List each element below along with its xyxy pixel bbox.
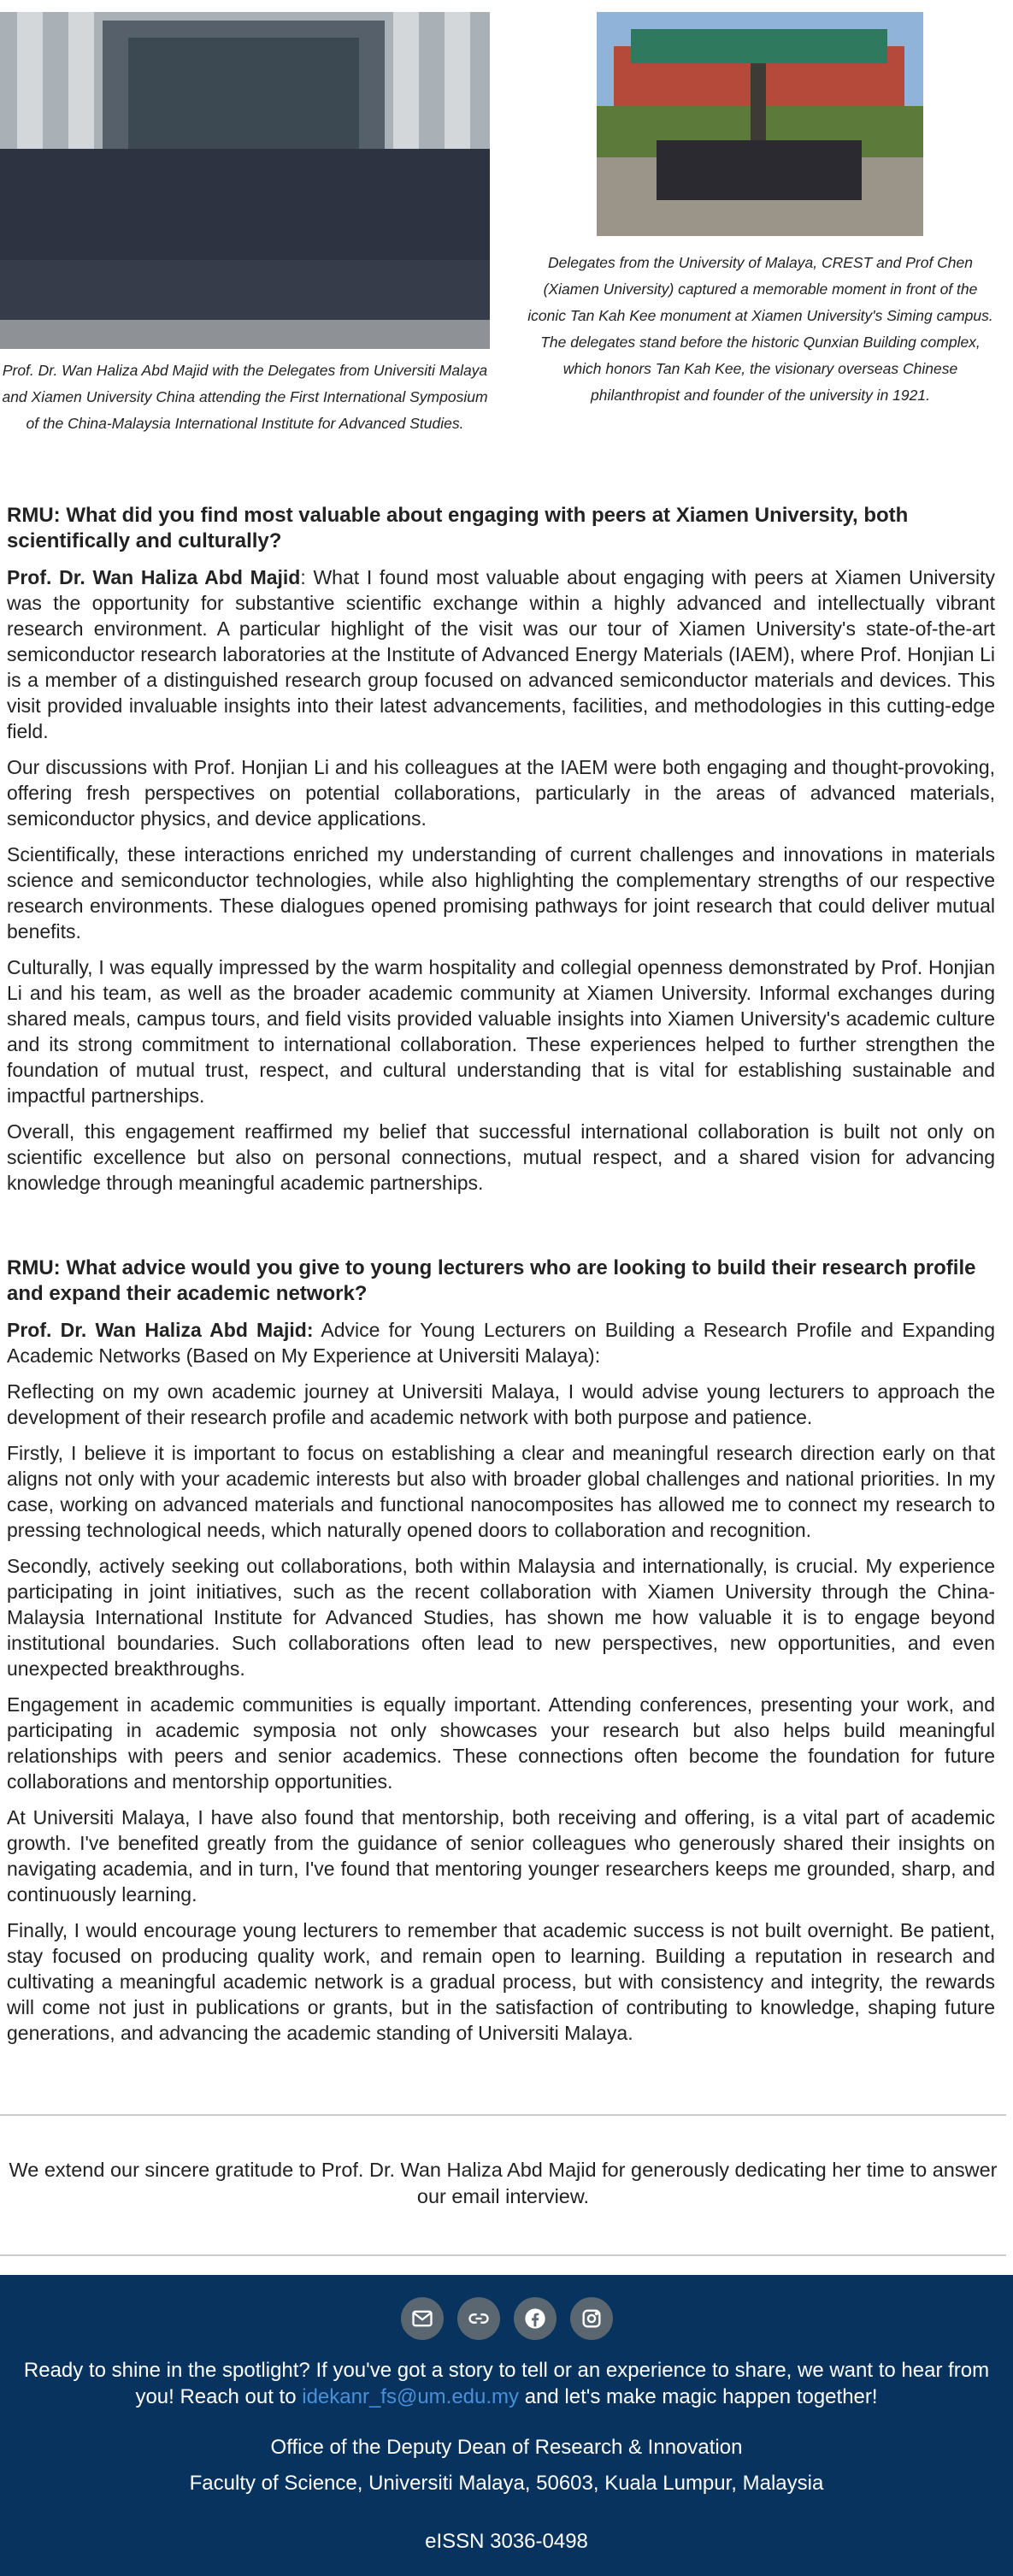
right-photo-caption: Delegates from the University of Malaya, CREST and Prof Chen (Xiamen University) captured a memorable moment in front of the iconic Tan Kah Kee monument at Xiamen University's Siming campus. The delegates stand before the historic Qunxian Building complex, which honors Tan Kah Kee, the visionary overseas Chinese philanthropist and founder of the university in 1921. [527,254,993,404]
social-links [0,2297,1013,2340]
answer-1-paragraph: Culturally, I was equally impressed by the warm hospitality and collegial openness demonstrated by Prof. Honjian Li and his team, as well as the broader academic community at Xiamen University. Informal exchanges during shared meals, campus tours, and field visits provided valuable insights into Xiamen University's academic culture and its strong commitment to international collaboration. These experiences helped to further strengthen the foundation of mutual trust, respect, and cultural understanding that is vital for establishing sustainable and impactful partnerships. [7,956,995,1107]
cta-text-before: Ready to shine in the spotlight? If you've got a story to tell or an experience to share, we want to hear from you! Reach out to [23,2359,990,2408]
answer-2-paragraph: Secondly, actively seeking out collaborations, both within Malaysia and internationally, is crucial. My experience participating in joint initiatives, such as the recent collaboration with Xiamen University through the China-Malaysia International Institute for Advanced Studies, has shown me how valuable it is to engage beyond institutional boundaries. Such collaborations often lead to new perspectives, new opportunities, and even unexpected breakthroughs. [7,1555,995,1680]
speaker-name: Prof. Dr. Wan Haliza Abd Majid: [7,1319,314,1341]
speaker-name: Prof. Dr. Wan Haliza Abd Majid [7,566,301,588]
office-name: Office of the Deputy Dean of Research & Innovation [270,2436,743,2459]
mail-icon[interactable] [401,2297,444,2340]
answer-2-paragraph: Firstly, I believe it is important to focus on establishing a clear and meaningful research direction early on that aligns not only with your academic interests but also with broader global challenges and national priorities. In my case, working on advanced materials and functional nanocomposites has allowed me to connect my research to pressing technological needs, which naturally opened doors to collaboration and recognition. [7,1442,995,1541]
office-address: Faculty of Science, Universiti Malaya, 50603, Kuala Lumpur, Malaysia [189,2472,824,2495]
answer-2-paragraph: Reflecting on my own academic journey at Universiti Malaya, I would advise young lecturers to approach the development of their research profile and academic network with both purpose and patience. [7,1380,995,1428]
answer-2-intro [7,1317,995,1368]
answer-2-paragraph: At Universiti Malaya, I have also found that mentorship, both receiving and offering, is a vital part of academic growth. I've benefited greatly from the guidance of senior colleagues who generously shared their insights on navigating academia, and in turn, I've found that mentoring younger researchers keeps me grounded, sharp, and continuously learning. [7,1806,995,1905]
monument-group-photo [597,12,923,236]
symposium-group-photo [0,12,490,349]
instagram-icon[interactable] [570,2297,613,2340]
question-1: RMU: What did you find most valuable about engaging with peers at Xiamen University, both scientifically and culturally? [7,504,909,552]
answer-2-intro-text: Advice for Young Lecturers on Building a Research Profile and Expanding Academic Networks (Based on My Experience at Universiti Malaya): [7,1319,995,1367]
answer-2-paragraph: Finally, I would encourage young lecturers to remember that academic success is not built overnight. Be patient, stay focused on producing quality work, and remain open to learning. Building a reputation in research and cultivating a meaningful academic network is a gradual process, but with consistency and integrity, the rewards will come not just in publications or grants, but in the satisfaction of contributing to knowledge, shaping future generations, and advancing the academic standing of Universiti Malaya. [7,1919,995,2044]
qa-section-2 [7,1256,995,2046]
qa-section-1 [7,503,995,1196]
answer-1-intro [7,564,995,744]
contact-email-link[interactable]: idekanr_fs@um.edu.my [302,2385,520,2408]
left-photo-caption: Prof. Dr. Wan Haliza Abd Majid with the Delegates from Universiti Malaya and Xiamen University China attending the First International Symposium of the China-Malaysia International Institute for Advanced Studies. [2,362,488,432]
answer-1-paragraph: Scientifically, these interactions enriched my understanding of current challenges and innovations in materials science and semiconductor technologies, while also highlighting the complementary strengths of our respective research environments. These dialogues opened promising pathways for joint research that could deliver mutual benefits. [7,843,995,942]
answer-1-paragraph: Our discussions with Prof. Honjian Li and his colleagues at the IAEM were both engaging and thought-provoking, offering fresh perspectives on potential collaborations, particularly in the areas of advanced materials, semiconductor physics, and device applications. [7,756,995,830]
footer-call-to-action [12,2357,1001,2410]
answer-2-paragraph: Engagement in academic communities is equally important. Attending conferences, presenting your work, and participating in academic symposia not only showcases your research but also helps build meaningful relationships with peers and senior academics. These connections often become the foundation for future collaborations and mentorship opportunities. [7,1693,995,1793]
divider [0,2114,1006,2116]
issn-number: eISSN 3036-0498 [425,2530,588,2553]
footer [0,2275,1013,2576]
interview-article [7,503,995,2061]
photo-section [0,0,1013,479]
answer-1-intro-text: : What I found most valuable about engaging with peers at Xiamen University was the opportunity for substantive scientific exchange within a highly advanced and intellectually vibrant research environment. A particular highlight of the visit was our tour of Xiamen University's state-of-the-art semiconductor research laboratories at the Institute of Advanced Energy Materials (IAEM), where Prof. Honjian Li is a member of a distinguished research group focused on advanced semiconductor materials and devices. This visit provided invaluable insights into their latest advancements, facilities, and methodologies in this cutting-edge field. [7,566,995,742]
divider [0,2254,1006,2256]
thanks-message: We extend our sincere gratitude to Prof. Dr. Wan Haliza Abd Majid for generously dedicating her time to answer our email interview. [9,2159,998,2207]
facebook-icon[interactable] [514,2297,557,2340]
link-icon[interactable] [457,2297,500,2340]
question-2: RMU: What advice would you give to young lecturers who are looking to build their research profile and expand their academic network? [7,1256,976,1305]
answer-1-paragraph: Overall, this engagement reaffirmed my belief that successful international collaboration is built not only on scientific excellence but also on personal connections, mutual respect, and a shared vision for advancing knowledge through meaningful academic partnerships. [7,1120,995,1194]
cta-text-after: and let's make magic happen together! [519,2385,878,2408]
